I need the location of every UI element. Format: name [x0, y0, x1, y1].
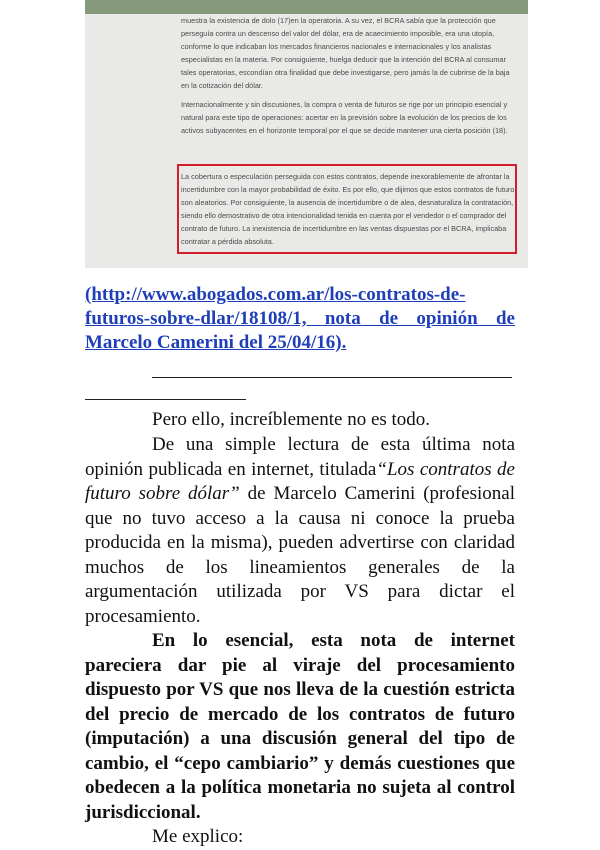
- body-paragraph-3-bold: En lo esencial, esta nota de internet pareciera dar pie al viraje del procesamiento dispuesto por VS que nos lleva de la cuestión estricta del precio de mercado de los contratos de futuro (imputación) a una discusión general del tipo de cambio, el “cepo cambiario” y demás cuestiones que obedecen a la política monetaria no sujeta al control jurisdiccional.: [85, 630, 515, 823]
- separator-line-2: [85, 399, 246, 400]
- paragraph-2-start: De una simple lectura de esta última nota opinión publicada en internet, titulada: [85, 434, 515, 480]
- article-title: “Los contratos de futuro sobre dólar”: [85, 458, 515, 504]
- article-screenshot: [85, 0, 528, 268]
- source-link[interactable]: (http://www.abogados.com.ar/los-contratos-de-futuros-sobre-dlar/18108/1, nota de opinión de Marcelo Camerini del 25/04/16).: [85, 284, 515, 353]
- body-paragraph-1: Pero ello, increíblemente no es todo.: [152, 409, 431, 430]
- screenshot-paragraph-2: Internacionalmente y sin discusiones, la compra o venta de futuros se rige por un principio esencial y natural para este tipo de operaciones: acertar en la previsión sobre la evolución de los precios de los activos subyacentes en el horizonte temporal por el que se decide mantener una cierta posición (18).: [181, 100, 508, 135]
- screenshot-paragraph-highlighted: La cobertura o especulación perseguida con estos contratos, depende inexorablemente de afrontar la incertidumbre con la mayor probabilidad de éxito. Es por ello, que dijimos que estos contratos de futuro son aleatorios. Por consiguiente, la ausencia de incertidumbre o de alea, desnaturaliza la contratación, siendo ello demostrativo de otra intencionalidad tenida en cuenta por el vendedor o el comprador del contrato de futuro. La inexistencia de incertidumbre en las ventas dispuestas por el BCRA, implicaba contratar a pérdida absoluta.: [181, 172, 515, 246]
- body-paragraph-4: Me explico:: [152, 826, 244, 847]
- body-paragraph-2: [85, 433, 515, 629]
- screenshot-paragraph-1: muestra la existencia de dolo (17)en la operatoria. A su vez, el BCRA sabía que la protección que perseguía contra un descenso del valor del dólar, era de acaecimiento imposible, era una utopía, conforme lo que indicaban los mercados financieros nacionales e internacionales y los analistas especialistas en la materia. Por consiguiente, huelga deducir que la intención del BCRA al consumar tales operatorias, escondían otra finalidad que debe investigarse, pero jamás la de cubrirse de la baja en la cotización del dólar.: [181, 16, 510, 90]
- separator-line-1: [152, 377, 512, 378]
- screenshot-header-band: [85, 0, 528, 14]
- paragraph-2-end: de Marcelo Camerini (profesional que no tuvo acceso a la causa ni conoce la prueba producida en la misma), pueden advertirse con claridad muchos de los lineamientos generales de la argumentación utilizada por VS para dictar el procesamiento.: [85, 483, 515, 627]
